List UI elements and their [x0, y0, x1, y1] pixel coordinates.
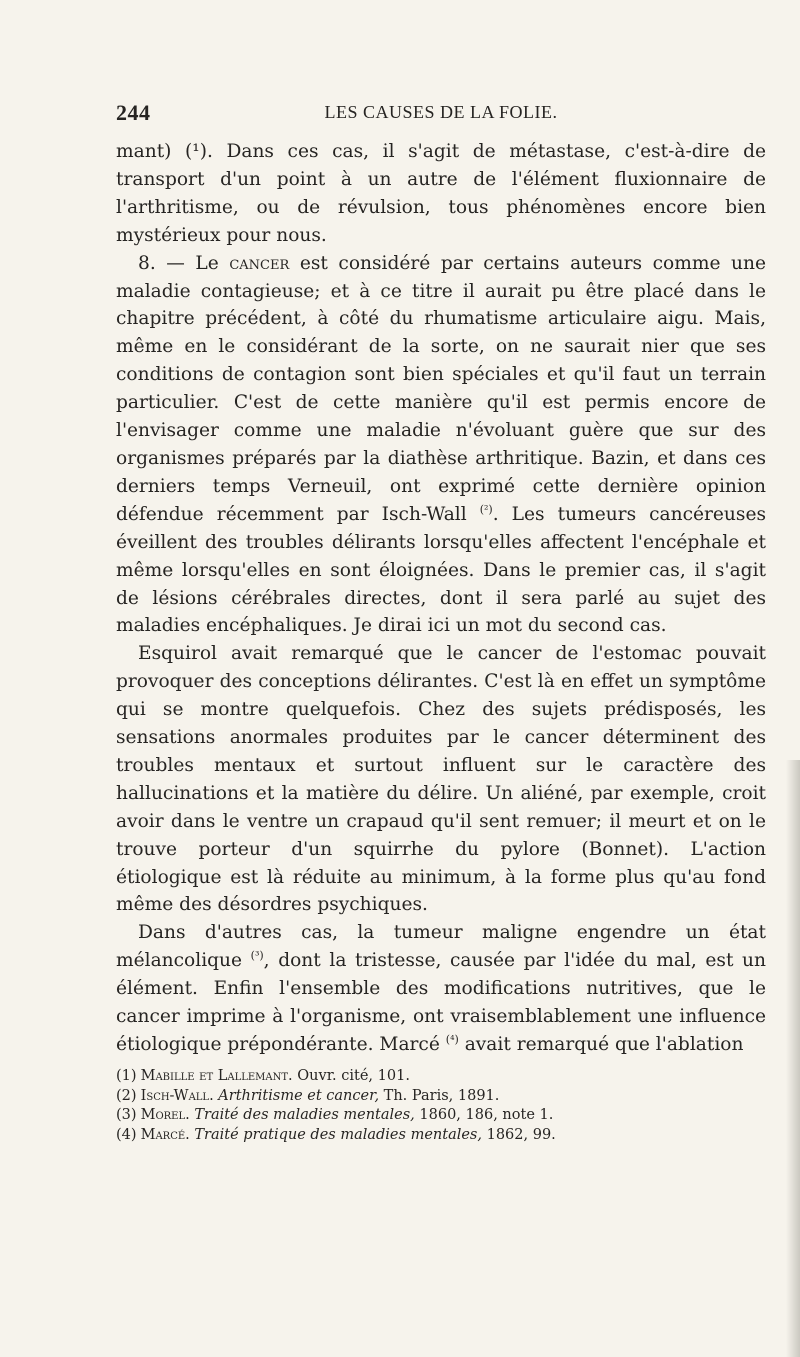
section-number: 8. — Le: [138, 252, 219, 274]
footnote-ref-2: (²): [479, 502, 493, 516]
running-title: LES CAUSES DE LA FOLIE.: [324, 102, 558, 122]
paragraph-2-part-b: . Les tumeurs cancéreuses éveillent des troubles délirants lorsqu'elles affectent l'encéphale et même lorsqu'elles en sont éloignées. Dans le premier cas, il s'agit de lésions cérébrales directes, dont il sera parlé au sujet des maladies encéphaliques. Je dirai ici un mot du second cas.: [116, 503, 766, 637]
paragraph-4-part-b: , dont la tristesse, causée par l'idée du mal, est un élément. Enfin l'ensemble des modifications nutritives, que le cancer imprime à l'organisme, ont vraisemblablement une influence étiologique prépondérante. Marcé: [116, 950, 766, 1055]
paragraph-2-part-a: est considéré par certains auteurs comme une maladie contagieuse; et à ce titre il aurait pu être placé dans le chapitre précédent, à côté du rhumatisme articulaire aigu. Mais, même en le considérant de la sorte, on ne saurait nier que ses conditions de contagion sont bien spéciales et qu'il faut un terrain particulier. C'est de cette manière qu'il est permis encore de l'envisager comme une maladie n'évoluant guère que sur des organismes préparés par la diathèse arthritique. Bazin, et dans ces derniers temps Verneuil, ont exprimé cette dernière opinion défendue récemment par Isch-Wall: [116, 252, 766, 525]
footnote: (3) Morel. Traité des maladies mentales, 1860, 186, note 1.: [116, 1107, 554, 1124]
paragraph-4-part-a: Dans d'autres cas, la tumeur maligne engendre un état mélancolique: [116, 922, 766, 972]
footnote: (4) Marcé. Traité pratique des maladies mentales, 1862, 99.: [116, 1126, 556, 1143]
paragraph-esquirol: Esquirol avait remarqué que le cancer de l'estomac pouvait provoquer des conceptions délirantes. C'est là en effet un symptôme qui se montre quelquefois. Chez des sujets prédisposés, les sensations anormales produites par le cancer déterminent des troubles mentaux et surtout influent sur le caractère des hallucinations et la matière du délire. Un aliéné, par exemple, croit avoir dans le ventre un crapaud qu'il sent remuer; il meurt et on le trouve porteur d'un squirrhe du pylore (Bonnet). L'action étiologique est là réduite au minimum, à la forme plus qu'au fond même des désordres psychiques.: [116, 643, 766, 916]
book-page: [116, 98, 766, 1145]
paragraph-cancer: [116, 250, 766, 641]
footnote-ref-3: (³): [250, 949, 264, 963]
paragraph-4-part-c: avait remarqué que l'ablation: [464, 1034, 744, 1055]
running-header: [116, 98, 766, 138]
footnote: (1) Mabille et Lallemant. Ouvr. cité, 101.: [116, 1067, 410, 1084]
paragraph-1: mant) (¹). Dans ces cas, il s'agit de métastase, c'est-à-dire de transport d'un point à un autre de l'élément fluxionnaire de l'arthritisme, ou de révulsion, tous phénomènes encore bien mystérieux pour nous.: [116, 141, 766, 246]
footnote-ref-4: (⁴): [445, 1032, 459, 1046]
body-text: [116, 138, 766, 1059]
paragraph-melancolie: [116, 919, 766, 1059]
section-keyword: cancer: [229, 252, 290, 274]
page-number: 244: [116, 100, 151, 125]
footnote: (2) Isch-Wall. Arthritisme et cancer, Th. Paris, 1891.: [116, 1087, 500, 1104]
page-edge-shadow: [786, 760, 800, 1357]
footnotes: [116, 1067, 766, 1145]
